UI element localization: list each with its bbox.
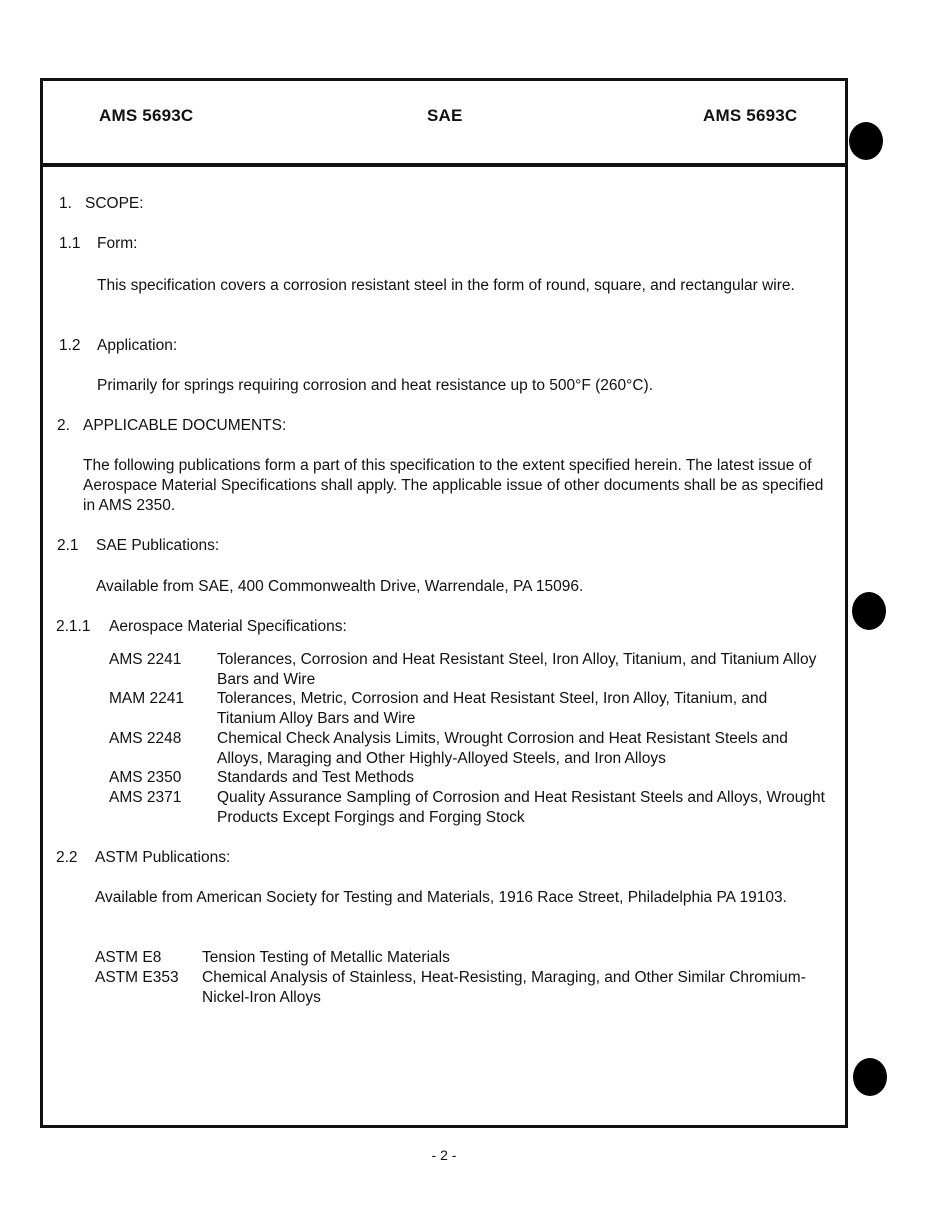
section-body-form: This specification covers a corrosion resistant steel in the form of round, square, and rectangular wire. <box>97 277 795 294</box>
section-body-application: Primarily for springs requiring corrosion and heat resistance up to 500°F (260°C). <box>97 377 654 394</box>
page-number: - 2 - <box>431 1147 457 1163</box>
document-code: ASTM E8 <box>95 949 162 966</box>
section-number: 2. <box>57 417 70 434</box>
document-title: Chemical Analysis of Stainless, Heat-Resisting, Maraging, and Other Similar Chromium-Nickel-Iron Alloys <box>202 969 806 1006</box>
punch-hole <box>852 592 886 630</box>
document-title: Tolerances, Corrosion and Heat Resistant Steel, Iron Alloy, Titanium, and Titanium Alloy Bars and Wire <box>217 651 817 688</box>
header-right-code: AMS 5693C <box>703 106 798 125</box>
section-number: 2.2 <box>56 849 78 866</box>
section-heading-application: Application: <box>97 337 178 354</box>
document-title: Chemical Check Analysis Limits, Wrought Corrosion and Heat Resistant Steels and Alloys, Maraging and Other Highly-Alloyed Steels, and Iron Alloys <box>217 730 788 767</box>
header-left-code: AMS 5693C <box>99 106 194 125</box>
section-number: 2.1.1 <box>56 618 91 635</box>
section-number: 1.2 <box>59 337 81 354</box>
section-heading-scope: SCOPE: <box>85 195 144 212</box>
header-bar <box>43 81 845 167</box>
section-body-astm-publications: Available from American Society for Testing and Materials, 1916 Race Street, Philadelphia PA 19103. <box>95 889 787 906</box>
document-code: MAM 2241 <box>109 690 184 707</box>
document-title: Quality Assurance Sampling of Corrosion and Heat Resistant Steels and Alloys, Wrought Products Except Forgings and Forging Stock <box>217 789 825 826</box>
document-title: Tension Testing of Metallic Materials <box>202 949 450 966</box>
document-code: AMS 2248 <box>109 730 182 747</box>
section-body-sae-publications: Available from SAE, 400 Commonwealth Drive, Warrendale, PA 15096. <box>96 578 584 595</box>
section-number: 2.1 <box>57 537 79 554</box>
section-number: 1.1 <box>59 235 81 252</box>
section-heading-astm-publications: ASTM Publications: <box>95 849 231 866</box>
punch-hole <box>849 122 883 160</box>
section-heading-sae-publications: SAE Publications: <box>96 537 220 554</box>
header-center-title: SAE <box>427 106 463 125</box>
punch-hole <box>853 1058 887 1096</box>
section-heading-applicable-documents: APPLICABLE DOCUMENTS: <box>83 417 287 434</box>
section-heading-form: Form: <box>97 235 138 252</box>
document-title: Tolerances, Metric, Corrosion and Heat Resistant Steel, Iron Alloy, Titanium, and Titanium Alloy Bars and Wire <box>217 690 768 727</box>
document-code: ASTM E353 <box>95 969 179 986</box>
document-code: AMS 2241 <box>109 651 182 668</box>
section-heading-aerospace-material-specifications: Aerospace Material Specifications: <box>109 618 347 635</box>
document-code: AMS 2350 <box>109 769 182 786</box>
section-body-applicable-documents: The following publications form a part of this specification to the extent specified herein. The latest issue of Aerospace Material Specifications shall apply. The applicable issue of other documents shall be as specified in AMS 2350. <box>83 457 824 514</box>
document-title: Standards and Test Methods <box>217 769 415 786</box>
section-number: 1. <box>59 195 72 212</box>
document-code: AMS 2371 <box>109 789 182 806</box>
